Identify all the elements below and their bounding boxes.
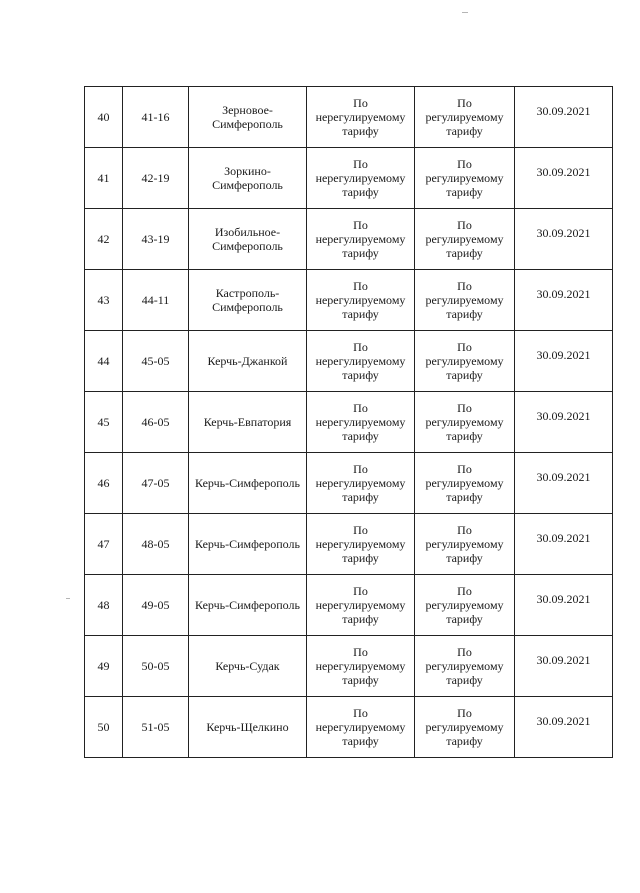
date-cell <box>515 636 613 697</box>
row-number-cell: 40 <box>85 87 123 148</box>
route-name-cell: Керчь-Евпатория <box>189 392 307 453</box>
route-name-cell: Керчь-Симферополь <box>189 575 307 636</box>
table-row <box>85 148 613 209</box>
route-code-cell: 48-05 <box>123 514 189 575</box>
date-cell <box>515 148 613 209</box>
tariff-type-b-cell: По регулируемому тарифу <box>415 392 515 453</box>
table-row <box>85 636 613 697</box>
date-cell <box>515 209 613 270</box>
date-cell <box>515 392 613 453</box>
row-number-cell: 42 <box>85 209 123 270</box>
row-number-cell: 49 <box>85 636 123 697</box>
tariff-type-a-cell: По нерегулируемому тарифу <box>307 514 415 575</box>
tariff-type-a-cell: По нерегулируемому тарифу <box>307 270 415 331</box>
route-name-cell: Зоркино- Симферополь <box>189 148 307 209</box>
route-name-cell: Керчь-Судак <box>189 636 307 697</box>
tariff-type-b-cell: По регулируемому тарифу <box>415 270 515 331</box>
route-code-cell: 43-19 <box>123 209 189 270</box>
row-number-cell: 46 <box>85 453 123 514</box>
route-name-cell: Керчь-Джанкой <box>189 331 307 392</box>
date-text: 30.09.2021 <box>536 653 591 667</box>
route-name-cell: Изобильное- Симферополь <box>189 209 307 270</box>
route-name-cell: Керчь-Щелкино <box>189 697 307 758</box>
tariff-type-b-cell: По регулируемому тарифу <box>415 575 515 636</box>
row-number-cell: 43 <box>85 270 123 331</box>
tariff-type-b-cell: По регулируемому тарифу <box>415 87 515 148</box>
date-text: 30.09.2021 <box>536 104 591 118</box>
table-row <box>85 87 613 148</box>
route-code-cell: 42-19 <box>123 148 189 209</box>
tariff-type-a-cell: По нерегулируемому тарифу <box>307 453 415 514</box>
table-row <box>85 575 613 636</box>
tariff-type-b-cell: По регулируемому тарифу <box>415 331 515 392</box>
tariff-type-a-cell: По нерегулируемому тарифу <box>307 575 415 636</box>
tariff-type-a-cell: По нерегулируемому тарифу <box>307 87 415 148</box>
tariff-type-a-cell: По нерегулируемому тарифу <box>307 697 415 758</box>
tariff-type-a-cell: По нерегулируемому тарифу <box>307 636 415 697</box>
route-code-cell: 47-05 <box>123 453 189 514</box>
date-cell <box>515 87 613 148</box>
route-code-cell: 46-05 <box>123 392 189 453</box>
routes-table <box>84 86 613 758</box>
route-code-cell: 44-11 <box>123 270 189 331</box>
route-code-cell: 50-05 <box>123 636 189 697</box>
table-row <box>85 331 613 392</box>
table-row <box>85 270 613 331</box>
route-code-cell: 51-05 <box>123 697 189 758</box>
row-number-cell: 47 <box>85 514 123 575</box>
date-text: 30.09.2021 <box>536 470 591 484</box>
date-cell <box>515 270 613 331</box>
table-row <box>85 514 613 575</box>
date-cell <box>515 697 613 758</box>
row-number-cell: 48 <box>85 575 123 636</box>
scan-speck <box>462 12 468 13</box>
route-code-cell: 45-05 <box>123 331 189 392</box>
route-code-cell: 49-05 <box>123 575 189 636</box>
tariff-type-a-cell: По нерегулируемому тарифу <box>307 148 415 209</box>
row-number-cell: 45 <box>85 392 123 453</box>
date-text: 30.09.2021 <box>536 348 591 362</box>
date-text: 30.09.2021 <box>536 226 591 240</box>
tariff-type-b-cell: По регулируемому тарифу <box>415 514 515 575</box>
tariff-type-b-cell: По регулируемому тарифу <box>415 148 515 209</box>
document-page <box>84 86 612 758</box>
route-name-cell: Керчь-Симферополь <box>189 514 307 575</box>
tariff-type-a-cell: По нерегулируемому тарифу <box>307 331 415 392</box>
date-text: 30.09.2021 <box>536 287 591 301</box>
table-row <box>85 209 613 270</box>
tariff-type-b-cell: По регулируемому тарифу <box>415 209 515 270</box>
date-cell <box>515 514 613 575</box>
date-text: 30.09.2021 <box>536 165 591 179</box>
tariff-type-b-cell: По регулируемому тарифу <box>415 697 515 758</box>
tariff-type-b-cell: По регулируемому тарифу <box>415 453 515 514</box>
table-row <box>85 697 613 758</box>
scan-speck <box>66 598 70 599</box>
date-cell <box>515 453 613 514</box>
date-text: 30.09.2021 <box>536 409 591 423</box>
routes-table-body <box>85 87 613 758</box>
tariff-type-b-cell: По регулируемому тарифу <box>415 636 515 697</box>
row-number-cell: 41 <box>85 148 123 209</box>
table-row <box>85 392 613 453</box>
route-name-cell: Кастрополь- Симферополь <box>189 270 307 331</box>
table-row <box>85 453 613 514</box>
tariff-type-a-cell: По нерегулируемому тарифу <box>307 209 415 270</box>
row-number-cell: 50 <box>85 697 123 758</box>
date-text: 30.09.2021 <box>536 592 591 606</box>
route-name-cell: Керчь-Симферополь <box>189 453 307 514</box>
route-name-cell: Зерновое- Симферополь <box>189 87 307 148</box>
date-cell <box>515 331 613 392</box>
route-code-cell: 41-16 <box>123 87 189 148</box>
date-text: 30.09.2021 <box>536 714 591 728</box>
row-number-cell: 44 <box>85 331 123 392</box>
date-text: 30.09.2021 <box>536 531 591 545</box>
tariff-type-a-cell: По нерегулируемому тарифу <box>307 392 415 453</box>
date-cell <box>515 575 613 636</box>
